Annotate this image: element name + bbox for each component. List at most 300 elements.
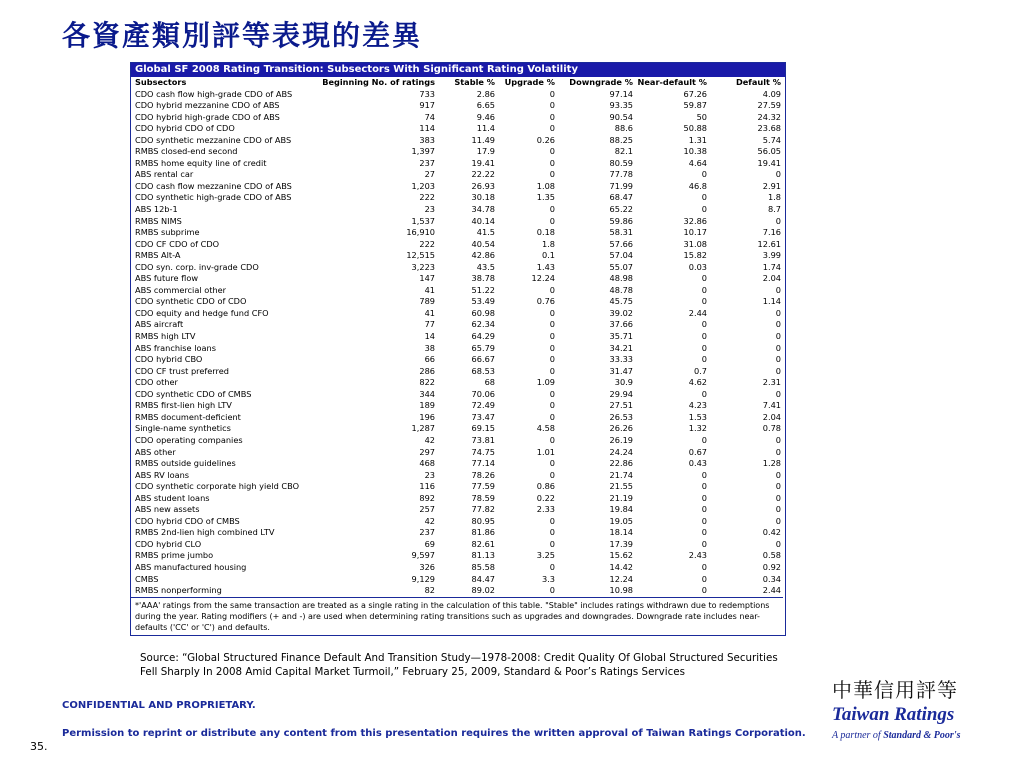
value-cell: 4.64 <box>688 157 707 168</box>
value-cell: 1.35 <box>536 192 555 203</box>
header-upgrade: Upgrade % <box>504 77 555 87</box>
table-row <box>131 343 783 355</box>
value-cell: 78.59 <box>471 492 495 503</box>
value-cell: 7.16 <box>762 227 781 238</box>
table-row <box>131 389 783 401</box>
subsector-name-cell: CDO cash flow mezzanine CDO of ABS <box>135 180 292 191</box>
table-row <box>131 470 783 482</box>
value-cell: 0.86 <box>536 481 555 492</box>
value-cell: 468 <box>419 458 435 469</box>
subsector-name-cell: CDO hybrid CBO <box>135 354 203 365</box>
value-cell: 45.75 <box>609 296 633 307</box>
value-cell: 39.02 <box>609 307 633 318</box>
value-cell: 0 <box>549 331 555 342</box>
value-cell: 0.26 <box>536 134 555 145</box>
value-cell: 42.86 <box>471 250 495 261</box>
value-cell: 21.55 <box>609 481 633 492</box>
value-cell: 77.78 <box>609 169 633 180</box>
value-cell: 4.09 <box>762 88 781 99</box>
value-cell: 2.44 <box>688 307 707 318</box>
value-cell: 30.18 <box>471 192 495 203</box>
rating-transition-table <box>130 62 786 636</box>
value-cell: 37.66 <box>609 319 633 330</box>
value-cell: 22.86 <box>609 458 633 469</box>
value-cell: 9.46 <box>476 111 495 122</box>
value-cell: 0 <box>775 388 781 399</box>
value-cell: 0 <box>549 515 555 526</box>
value-cell: 0 <box>701 273 707 284</box>
value-cell: 0.1 <box>541 250 555 261</box>
value-cell: 74.75 <box>471 446 495 457</box>
value-cell: 0 <box>701 296 707 307</box>
value-cell: 38 <box>424 342 435 353</box>
value-cell: 0.22 <box>536 492 555 503</box>
value-cell: 21.74 <box>609 469 633 480</box>
value-cell: 0 <box>775 504 781 515</box>
value-cell: 19.41 <box>471 157 495 168</box>
value-cell: 2.33 <box>536 504 555 515</box>
subsector-name-cell: CDO synthetic high-grade CDO of ABS <box>135 192 292 203</box>
value-cell: 8.7 <box>767 204 781 215</box>
value-cell: 14.42 <box>609 561 633 572</box>
logo-chinese-name: 中華信用評等 <box>832 678 958 702</box>
value-cell: 1,287 <box>411 423 435 434</box>
value-cell: 11.49 <box>471 134 495 145</box>
subsector-name-cell: RMBS first-lien high LTV <box>135 400 232 411</box>
value-cell: 1.53 <box>688 411 707 422</box>
value-cell: 73.81 <box>471 434 495 445</box>
value-cell: 0.78 <box>762 423 781 434</box>
value-cell: 0 <box>775 307 781 318</box>
value-cell: 31.08 <box>683 238 707 249</box>
value-cell: 70.06 <box>471 388 495 399</box>
value-cell: 34.21 <box>609 342 633 353</box>
value-cell: 0 <box>635 585 709 597</box>
table-row <box>131 227 783 239</box>
value-cell: 71.99 <box>609 180 633 191</box>
value-cell: 1.74 <box>762 261 781 272</box>
table-row <box>131 366 783 378</box>
table-caption: Global SF 2008 Rating Transition: Subsectors With Significant Rating Volatility <box>131 63 785 77</box>
value-cell: 62.34 <box>471 319 495 330</box>
value-cell: 68.53 <box>471 365 495 376</box>
subsector-name-cell: CDO hybrid CDO of CDO <box>135 123 235 134</box>
subsector-name-cell: CDO synthetic CDO of CDO <box>135 296 247 307</box>
table-row <box>131 585 783 597</box>
value-cell: 1.08 <box>536 180 555 191</box>
value-cell: 12,515 <box>406 250 435 261</box>
value-cell: 0 <box>549 307 555 318</box>
header-beginning-ratings: Beginning No. of ratings <box>322 77 435 87</box>
value-cell: 35.71 <box>609 331 633 342</box>
value-cell: 0 <box>497 585 557 597</box>
table-row <box>131 135 783 147</box>
subsector-name-cell: RMBS closed-end second <box>135 146 238 157</box>
value-cell: 26.53 <box>609 411 633 422</box>
value-cell: 1.01 <box>536 446 555 457</box>
value-cell: 9,597 <box>411 550 435 561</box>
logo-partner-line <box>832 730 982 741</box>
value-cell: 0 <box>549 88 555 99</box>
value-cell: 0.18 <box>536 227 555 238</box>
value-cell: 0 <box>701 331 707 342</box>
value-cell: 59.87 <box>683 100 707 111</box>
value-cell: 43.5 <box>476 261 495 272</box>
value-cell: 0 <box>701 515 707 526</box>
subsector-name-cell: RMBS 2nd-lien high combined LTV <box>135 527 275 538</box>
value-cell: 19.41 <box>757 157 781 168</box>
subsector-name-cell: CDO synthetic CDO of CMBS <box>135 388 252 399</box>
value-cell: 2.91 <box>762 180 781 191</box>
value-cell: 27.59 <box>757 100 781 111</box>
value-cell: 12.24 <box>531 273 555 284</box>
value-cell: 0.03 <box>688 261 707 272</box>
value-cell: 82.61 <box>471 538 495 549</box>
value-cell: 297 <box>419 446 435 457</box>
value-cell: 6.65 <box>476 100 495 111</box>
value-cell: 0 <box>549 354 555 365</box>
value-cell: 2.04 <box>762 273 781 284</box>
value-cell: 0 <box>549 157 555 168</box>
value-cell: 0 <box>701 388 707 399</box>
value-cell: 0 <box>701 169 707 180</box>
value-cell: 7.41 <box>762 400 781 411</box>
value-cell: 3.3 <box>541 573 555 584</box>
value-cell: 57.04 <box>609 250 633 261</box>
subsector-name-cell: ABS 12b-1 <box>135 204 178 215</box>
value-cell: 46.8 <box>688 180 707 191</box>
value-cell: 81.86 <box>471 527 495 538</box>
value-cell: 237 <box>419 157 435 168</box>
value-cell: 12.24 <box>609 573 633 584</box>
value-cell: 1.28 <box>762 458 781 469</box>
value-cell: 11.4 <box>476 123 495 134</box>
subsector-name-cell: RMBS subprime <box>135 227 200 238</box>
subsector-name-cell: RMBS outside guidelines <box>135 458 236 469</box>
value-cell: 34.78 <box>471 204 495 215</box>
value-cell: 2.86 <box>476 88 495 99</box>
value-cell: 50 <box>696 111 707 122</box>
value-cell: 24.32 <box>757 111 781 122</box>
subsector-name-cell: RMBS home equity line of credit <box>135 157 267 168</box>
value-cell: 89.02 <box>437 585 497 597</box>
value-cell: 1,537 <box>411 215 435 226</box>
value-cell: 56.05 <box>757 146 781 157</box>
value-cell: 0 <box>549 319 555 330</box>
subsector-name-cell: ABS other <box>135 446 176 457</box>
value-cell: 10.38 <box>683 146 707 157</box>
value-cell: 0 <box>775 365 781 376</box>
value-cell: 3.25 <box>536 550 555 561</box>
source-citation: Source: “Global Structured Finance Default And Transition Study—1978-2008: Credit Quality Of Global Structured Securities Fell Sharply In 2008 Amid Capital Market Turmoil,” February 25, 2009, Standard & Poor’s Ratings Services <box>140 652 778 678</box>
value-cell: 82 <box>319 585 437 597</box>
header-subsectors: Subsectors <box>135 77 187 87</box>
value-cell: 41 <box>424 307 435 318</box>
taiwan-ratings-logo <box>832 678 982 741</box>
subsector-name-cell: CDO operating companies <box>135 434 243 445</box>
table-header-row <box>131 77 783 89</box>
table-row <box>131 354 783 366</box>
value-cell: 17.39 <box>609 538 633 549</box>
value-cell: 892 <box>419 492 435 503</box>
value-cell: 16,910 <box>406 227 435 238</box>
value-cell: 15.62 <box>609 550 633 561</box>
subsector-name-cell: CDO other <box>135 377 178 388</box>
table-row <box>131 377 783 389</box>
value-cell: 189 <box>419 400 435 411</box>
header-downgrade: Downgrade % <box>569 77 633 87</box>
value-cell: 77 <box>424 319 435 330</box>
value-cell: 0.7 <box>693 365 707 376</box>
table-row <box>131 412 783 424</box>
value-cell: 789 <box>419 296 435 307</box>
value-cell: 18.14 <box>609 527 633 538</box>
value-cell: 257 <box>419 504 435 515</box>
value-cell: 116 <box>419 481 435 492</box>
table-footnote: *'AAA' ratings from the same transaction are treated as a single rating in the calculation of this table. "Stable" includes ratings withdrawn due to redemptions during the year. Rating modifiers (+ and -) are used when determining rating transitions such as upgrades and downgrades. Downgrade rate includes near-defaults ('CC' or 'C') and defaults. <box>135 600 770 632</box>
subsector-name-cell: CDO synthetic corporate high yield CBO <box>135 481 300 492</box>
confidential-notice: CONFIDENTIAL AND PROPRIETARY. <box>62 700 256 711</box>
value-cell: 10.17 <box>683 227 707 238</box>
table-row <box>131 169 783 181</box>
subsector-name-cell: ABS commercial other <box>135 284 227 295</box>
value-cell: 21.19 <box>609 492 633 503</box>
slide-title: 各資產類別評等表現的差異 <box>62 19 423 52</box>
table-row <box>131 527 783 539</box>
subsector-name-cell: ABS aircraft <box>135 319 184 330</box>
value-cell: 0 <box>701 573 707 584</box>
value-cell: 66 <box>424 354 435 365</box>
value-cell: 66.67 <box>471 354 495 365</box>
value-cell: 344 <box>419 388 435 399</box>
table-row <box>131 504 783 516</box>
subsector-name-cell: CDO hybrid CDO of CMBS <box>135 515 240 526</box>
value-cell: 81.13 <box>471 550 495 561</box>
logo-english-name: Taiwan Ratings <box>832 704 955 725</box>
value-cell: 0.76 <box>536 296 555 307</box>
value-cell: 27.51 <box>609 400 633 411</box>
table-row <box>131 216 783 228</box>
value-cell: 2.31 <box>762 377 781 388</box>
value-cell: 0 <box>701 284 707 295</box>
value-cell: 0.67 <box>688 446 707 457</box>
value-cell: 0 <box>775 492 781 503</box>
subsector-name-cell: CDO hybrid high-grade CDO of ABS <box>135 111 280 122</box>
value-cell: 41 <box>424 284 435 295</box>
value-cell: 0 <box>549 434 555 445</box>
value-cell: 48.78 <box>609 284 633 295</box>
subsector-name-cell: CDO hybrid mezzanine CDO of ABS <box>135 100 280 111</box>
value-cell: 59.86 <box>609 215 633 226</box>
value-cell: 114 <box>419 123 435 134</box>
table-row <box>131 285 783 297</box>
value-cell: 73.47 <box>471 411 495 422</box>
value-cell: 1,397 <box>411 146 435 157</box>
table-row <box>131 112 783 124</box>
value-cell: 326 <box>419 561 435 572</box>
value-cell: 0 <box>549 146 555 157</box>
value-cell: 60.98 <box>471 307 495 318</box>
value-cell: 42 <box>424 434 435 445</box>
value-cell: 0 <box>775 481 781 492</box>
value-cell: 22.22 <box>471 169 495 180</box>
value-cell: 0 <box>701 481 707 492</box>
table-row <box>131 192 783 204</box>
table-row <box>131 262 783 274</box>
value-cell: 0 <box>775 354 781 365</box>
table-row <box>131 89 783 101</box>
value-cell: 0 <box>549 469 555 480</box>
value-cell: 69.15 <box>471 423 495 434</box>
value-cell: 0 <box>549 365 555 376</box>
table-row <box>131 550 783 562</box>
value-cell: 0 <box>775 469 781 480</box>
value-cell: 80.59 <box>609 157 633 168</box>
subsector-name-cell: RMBS Alt-A <box>135 250 181 261</box>
value-cell: 68 <box>484 377 495 388</box>
value-cell: 0 <box>775 538 781 549</box>
subsector-name-cell: CMBS <box>135 573 159 584</box>
value-cell: 74 <box>424 111 435 122</box>
value-cell: 67.26 <box>683 88 707 99</box>
value-cell: 26.93 <box>471 180 495 191</box>
value-cell: 4.58 <box>536 423 555 434</box>
value-cell: 69 <box>424 538 435 549</box>
value-cell: 0 <box>775 215 781 226</box>
value-cell: 0.58 <box>762 550 781 561</box>
table-row <box>131 400 783 412</box>
value-cell: 9,129 <box>411 573 435 584</box>
table-row <box>131 250 783 262</box>
value-cell: 1.8 <box>541 238 555 249</box>
value-cell: 0 <box>549 538 555 549</box>
value-cell: 57.66 <box>609 238 633 249</box>
value-cell: 26.19 <box>609 434 633 445</box>
value-cell: 32.86 <box>683 215 707 226</box>
value-cell: 1.14 <box>762 296 781 307</box>
logo-partner-prefix: A partner of <box>832 730 881 741</box>
value-cell: 3.99 <box>762 250 781 261</box>
value-cell: 41.5 <box>476 227 495 238</box>
value-cell: 19.05 <box>609 515 633 526</box>
value-cell: 0 <box>775 515 781 526</box>
value-cell: 0 <box>775 331 781 342</box>
value-cell: 33.33 <box>609 354 633 365</box>
value-cell: 0.92 <box>762 561 781 572</box>
value-cell: 72.49 <box>471 400 495 411</box>
value-cell: 88.25 <box>609 134 633 145</box>
value-cell: 53.49 <box>471 296 495 307</box>
value-cell: 1.32 <box>688 423 707 434</box>
value-cell: 68.47 <box>609 192 633 203</box>
value-cell: 12.61 <box>757 238 781 249</box>
subsector-name-cell: ABS manufactured housing <box>135 561 247 572</box>
value-cell: 1.31 <box>688 134 707 145</box>
value-cell: 0 <box>701 561 707 572</box>
value-cell: 196 <box>419 411 435 422</box>
subsector-name-cell: RMBS high LTV <box>135 331 196 342</box>
value-cell: 222 <box>419 238 435 249</box>
value-cell: 23 <box>424 204 435 215</box>
subsector-name-cell: ABS rental car <box>135 169 194 180</box>
header-stable: Stable % <box>454 77 495 87</box>
value-cell: 0 <box>701 354 707 365</box>
subsector-name-cell: ABS future flow <box>135 273 199 284</box>
subsector-name-cell: ABS franchise loans <box>135 342 216 353</box>
value-cell: 2.44 <box>709 585 783 597</box>
value-cell: 93.35 <box>609 100 633 111</box>
value-cell: 4.62 <box>688 377 707 388</box>
value-cell: 0 <box>701 434 707 445</box>
subsector-name-cell: CDO syn. corp. inv-grade CDO <box>135 261 259 272</box>
value-cell: 383 <box>419 134 435 145</box>
value-cell: 30.9 <box>614 377 633 388</box>
value-cell: 40.14 <box>471 215 495 226</box>
permission-notice: Permission to reprint or distribute any content from this presentation requires the written approval of Taiwan Ratings Corporation. <box>62 728 806 739</box>
value-cell: 15.82 <box>683 250 707 261</box>
table-row <box>131 181 783 193</box>
table-row <box>131 273 783 285</box>
value-cell: 0 <box>549 411 555 422</box>
value-cell: 24.24 <box>609 446 633 457</box>
table-row <box>131 516 783 528</box>
value-cell: 0 <box>701 192 707 203</box>
value-cell: 55.07 <box>609 261 633 272</box>
value-cell: 0 <box>701 469 707 480</box>
value-cell: 0 <box>549 561 555 572</box>
value-cell: 0 <box>549 111 555 122</box>
value-cell: 31.47 <box>609 365 633 376</box>
value-cell: 3,223 <box>411 261 435 272</box>
value-cell: 38.78 <box>471 273 495 284</box>
subsector-name-cell: RMBS prime jumbo <box>135 550 214 561</box>
value-cell: 27 <box>424 169 435 180</box>
value-cell: 0 <box>701 204 707 215</box>
value-cell: 1.8 <box>767 192 781 203</box>
value-cell: 0 <box>549 123 555 134</box>
subsector-name-cell: CDO hybrid CLO <box>135 538 202 549</box>
table-row <box>131 239 783 251</box>
table-row <box>131 319 783 331</box>
value-cell: 14 <box>424 331 435 342</box>
value-cell: 19.84 <box>609 504 633 515</box>
table-row <box>131 100 783 112</box>
value-cell: 40.54 <box>471 238 495 249</box>
table-row <box>131 158 783 170</box>
value-cell: 1,203 <box>411 180 435 191</box>
value-cell: 97.14 <box>609 88 633 99</box>
subsector-name-cell: CDO synthetic mezzanine CDO of ABS <box>135 134 292 145</box>
table-row <box>131 308 783 320</box>
value-cell: 222 <box>419 192 435 203</box>
page-number: 35. <box>30 740 48 753</box>
table-row <box>131 447 783 459</box>
subsector-name-cell: CDO equity and hedge fund CFO <box>135 307 269 318</box>
value-cell: 0 <box>549 527 555 538</box>
value-cell: 2.43 <box>688 550 707 561</box>
value-cell: 0 <box>549 100 555 111</box>
value-cell: 147 <box>419 273 435 284</box>
value-cell: 64.29 <box>471 331 495 342</box>
value-cell: 0 <box>775 319 781 330</box>
subsector-name-cell: ABS new assets <box>135 504 200 515</box>
value-cell: 4.23 <box>688 400 707 411</box>
value-cell: 0 <box>701 492 707 503</box>
table-row <box>131 458 783 470</box>
value-cell: 286 <box>419 365 435 376</box>
value-cell: 0 <box>549 169 555 180</box>
table-row <box>131 296 783 308</box>
